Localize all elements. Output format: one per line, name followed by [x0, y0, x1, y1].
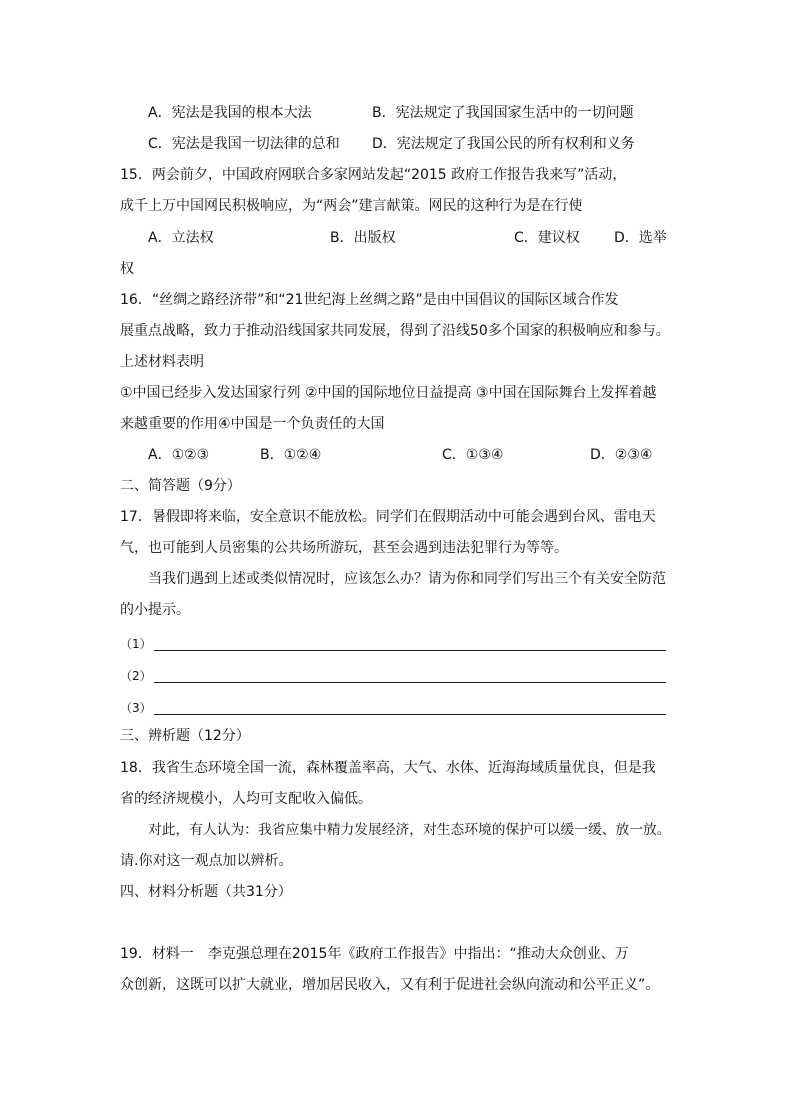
q17-line-4: 的小提示。: [120, 602, 190, 618]
q14-option-d: D．宪法规定了我国公民的所有权利和义务: [372, 136, 635, 152]
q19-line-1: 19．材料一 李克强总理在2015年《政府工作报告》中指出：“推动大众创业、万: [120, 946, 629, 962]
answer-line-2[interactable]: [154, 682, 666, 683]
q14-option-a: A．宪法是我国的根本大法: [148, 105, 312, 121]
q16-items-line-2: 来越重要的作用④中国是一个负责任的大国: [120, 416, 385, 432]
q15-option-d-continued: 权: [120, 261, 134, 277]
q17-line-1: 17．暑假即将来临，安全意识不能放松。同学们在假期活动中可能会遇到台风、雷电天: [120, 509, 656, 525]
q16-option-c: C．①③④: [442, 447, 504, 463]
q16-stem-line-2: 展重点战略，致力于推动沿线国家共同发展，得到了沿线50多个国家的积极响应和参与。: [120, 323, 670, 339]
section-3-heading: 三、辨析题（12分）: [120, 728, 250, 744]
q18-line-4: 请.你对这一观点加以辨析。: [120, 853, 293, 869]
q16-option-b: B．①②④: [260, 447, 322, 463]
q15-option-d: D．选举: [614, 230, 667, 246]
q16-option-d: D．②③④: [590, 447, 653, 463]
q16-stem-line-3: 上述材料表明: [120, 354, 204, 370]
section-2-heading: 二、简答题（9分）: [120, 478, 241, 494]
q18-line-2: 省的经济规模小，人均可支配收入偏低。: [120, 791, 372, 807]
q14-option-c: C．宪法是我国一切法律的总和: [148, 136, 340, 152]
q16-items-line-1: ①中国已经步入发达国家行列 ②中国的国际地位日益提高 ③中国在国际舞台上发挥着越: [120, 385, 657, 401]
section-4-heading: 四、材料分析题（共31分）: [120, 884, 292, 900]
answer-label-1: （1）: [120, 637, 152, 651]
q14-option-b: B．宪法规定了我国国家生活中的一切问题: [372, 105, 634, 121]
q18-line-1: 18．我省生态环境全国一流，森林覆盖率高，大气、水体、近海海域质量优良，但是我: [120, 760, 656, 776]
q15-option-a: A．立法权: [148, 230, 214, 246]
answer-line-1[interactable]: [154, 650, 666, 651]
q17-line-2: 气，也可能到人员密集的公共场所游玩，甚至会遇到违法犯罪行为等等。: [120, 540, 568, 556]
q18-line-3: 对此，有人认为：我省应集中精力发展经济，对生态环境的保护可以缓一缓、放一放。: [148, 822, 671, 838]
q15-option-b: B．出版权: [330, 230, 396, 246]
q15-stem-line-1: 15．两会前夕，中国政府网联合多家网站发起“2015 政府工作报告我来写”活动，: [120, 167, 627, 183]
q15-option-c: C．建议权: [514, 230, 580, 246]
q16-option-a: A．①②③: [148, 447, 210, 463]
q17-line-3: 当我们遇到上述或类似情况时，应该怎么办？请为你和同学们写出三个有关安全防范: [148, 571, 666, 587]
answer-label-2: （2）: [120, 669, 152, 683]
q16-stem-line-1: 16．“丝绸之路经济带”和“21世纪海上丝绸之路”是由中国倡议的国际区域合作发: [120, 292, 619, 308]
answer-label-3: （3）: [120, 701, 152, 715]
q15-stem-line-2: 成千上万中国网民积极响应，为“两会”建言献策。网民的这种行为是在行使: [120, 198, 583, 214]
q19-line-2: 众创新，这既可以扩大就业，增加居民收入，又有利于促进社会纵向流动和公平正义”。: [120, 977, 660, 993]
answer-line-3[interactable]: [154, 714, 666, 715]
